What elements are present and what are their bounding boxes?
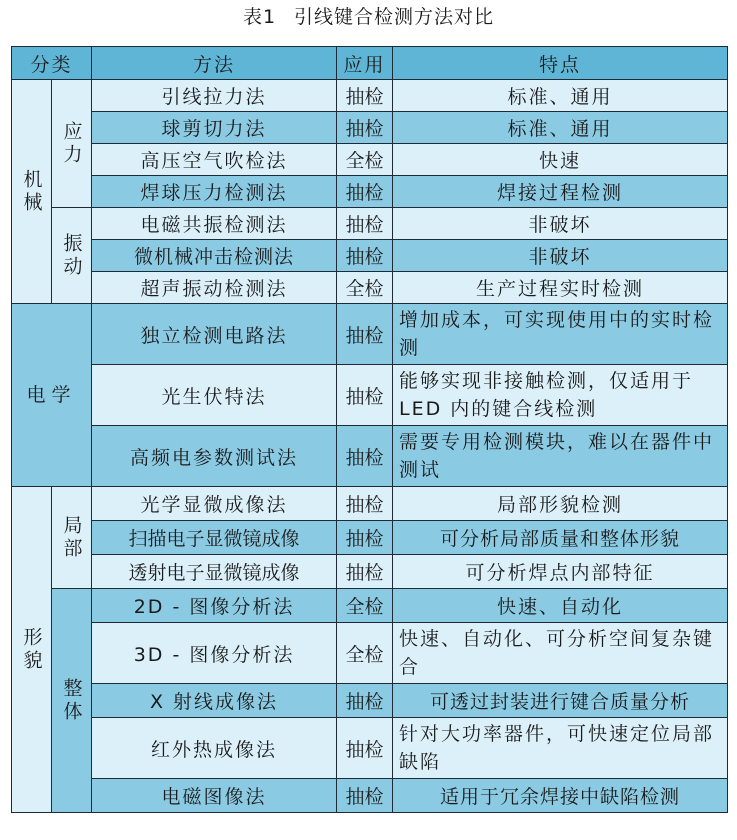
feature-cell: 非破坏: [393, 208, 728, 240]
header-category: 分类: [12, 47, 92, 80]
table-row: [12, 718, 728, 779]
application-cell: 抽检: [337, 718, 393, 779]
table-row: [12, 304, 728, 365]
feature-cell: 快速: [393, 144, 728, 176]
subgroup-overall: 整体: [52, 589, 92, 813]
group-electrical: 电学: [12, 304, 92, 487]
application-cell: 全检: [337, 623, 393, 684]
feature-cell: 标准、通用: [393, 80, 728, 112]
method-cell: 光生伏特法: [92, 365, 337, 426]
method-cell: 高频电参数测试法: [92, 426, 337, 487]
feature-cell: 适用于冗余焊接中缺陷检测: [393, 779, 728, 813]
method-cell: 引线拉力法: [92, 80, 337, 112]
method-cell: 电磁共振检测法: [92, 208, 337, 240]
feature-cell: 生产过程实时检测: [393, 272, 728, 304]
table-row: [12, 426, 728, 487]
table-row: [12, 365, 728, 426]
method-cell: 3D - 图像分析法: [92, 623, 337, 684]
application-cell: 抽检: [337, 779, 393, 813]
feature-cell: 可分析焊点内部特征: [393, 555, 728, 589]
method-cell: 红外热成像法: [92, 718, 337, 779]
application-cell: 抽检: [337, 487, 393, 521]
header-method: 方法: [92, 47, 337, 80]
feature-cell: 标准、通用: [393, 112, 728, 144]
method-cell: X 射线成像法: [92, 684, 337, 718]
application-cell: 全检: [337, 589, 393, 623]
table-title: 引线键合检测方法对比: [294, 6, 495, 28]
group-morphology: 形貌: [12, 487, 52, 813]
table-row: [12, 208, 728, 240]
feature-cell: 增加成本，可实现使用中的实时检测: [393, 304, 728, 365]
table-row: [12, 144, 728, 176]
feature-cell: 快速、自动化: [393, 589, 728, 623]
table-row: [12, 779, 728, 813]
application-cell: 抽检: [337, 365, 393, 426]
header-application: 应用: [337, 47, 393, 80]
application-cell: 抽检: [337, 80, 393, 112]
method-cell: 高压空气吹检法: [92, 144, 337, 176]
application-cell: 抽检: [337, 304, 393, 365]
application-cell: 全检: [337, 144, 393, 176]
method-cell: 超声振动检测法: [92, 272, 337, 304]
feature-cell: 非破坏: [393, 240, 728, 272]
table-row: [12, 240, 728, 272]
comparison-table: [11, 46, 728, 813]
subgroup-vibration: 振动: [52, 208, 92, 304]
method-cell: 球剪切力法: [92, 112, 337, 144]
table-row: [12, 521, 728, 555]
subgroup-stress: 应力: [52, 80, 92, 208]
application-cell: 全检: [337, 272, 393, 304]
application-cell: 抽检: [337, 684, 393, 718]
table-row: [12, 176, 728, 208]
table-row: [12, 684, 728, 718]
method-cell: 独立检测电路法: [92, 304, 337, 365]
feature-cell: 针对大功率器件，可快速定位局部缺陷: [393, 718, 728, 779]
table-row: [12, 487, 728, 521]
table-row: [12, 80, 728, 112]
application-cell: 抽检: [337, 555, 393, 589]
feature-cell: 局部形貌检测: [393, 487, 728, 521]
feature-cell: 能够实现非接触检测，仅适用于LED 内的键合线检测: [393, 365, 728, 426]
application-cell: 抽检: [337, 521, 393, 555]
feature-cell: 快速、自动化、可分析空间复杂键合: [393, 623, 728, 684]
feature-cell: 可透过封装进行键合质量分析: [393, 684, 728, 718]
feature-cell: 焊接过程检测: [393, 176, 728, 208]
application-cell: 抽检: [337, 208, 393, 240]
header-feature: 特点: [393, 47, 728, 80]
group-mechanical: 机械: [12, 80, 52, 304]
application-cell: 抽检: [337, 112, 393, 144]
application-cell: 抽检: [337, 240, 393, 272]
table-caption: [0, 0, 737, 34]
method-cell: 透射电子显微镜成像: [92, 555, 337, 589]
subgroup-local: 局部: [52, 487, 92, 589]
method-cell: 微机械冲击检测法: [92, 240, 337, 272]
feature-cell: 需要专用检测模块，难以在器件中测试: [393, 426, 728, 487]
method-cell: 2D - 图像分析法: [92, 589, 337, 623]
method-cell: 扫描电子显微镜成像: [92, 521, 337, 555]
header-row: [12, 47, 728, 80]
table-row: [12, 272, 728, 304]
feature-cell: 可分析局部质量和整体形貌: [393, 521, 728, 555]
method-cell: 焊球压力检测法: [92, 176, 337, 208]
table-row: [12, 112, 728, 144]
application-cell: 抽检: [337, 176, 393, 208]
table-row: [12, 555, 728, 589]
table-row: [12, 589, 728, 623]
table-number: 表1: [242, 6, 277, 28]
method-cell: 光学显微成像法: [92, 487, 337, 521]
application-cell: 抽检: [337, 426, 393, 487]
table-row: [12, 623, 728, 684]
method-cell: 电磁图像法: [92, 779, 337, 813]
